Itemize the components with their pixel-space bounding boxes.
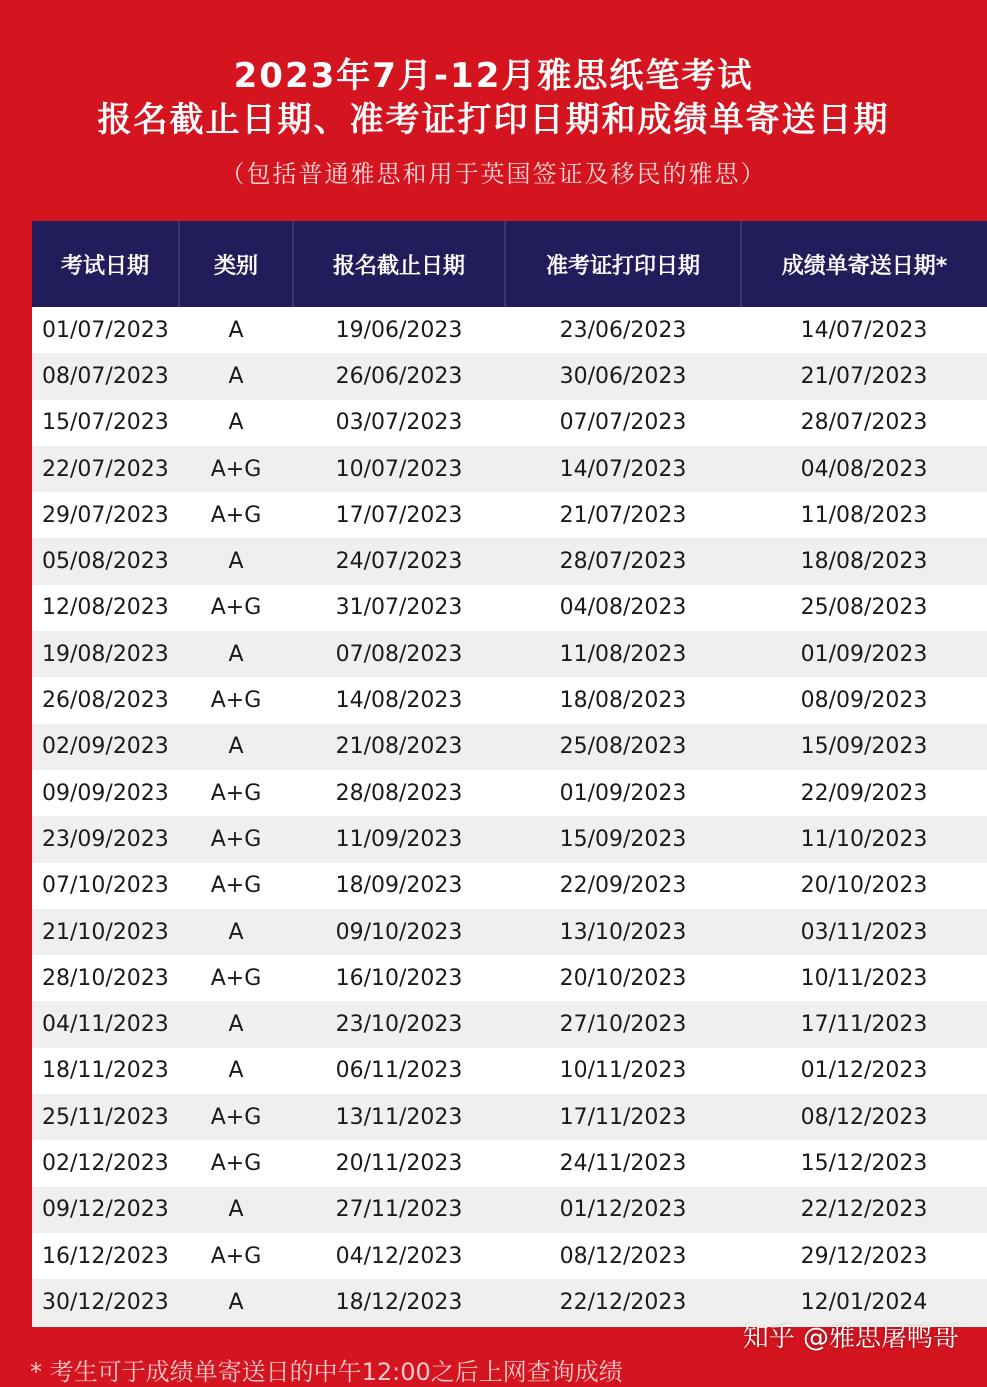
cell-category: A xyxy=(179,1048,293,1094)
schedule-table-container xyxy=(32,221,987,1327)
cell-category: A xyxy=(179,538,293,584)
cell-admission-print-date: 22/12/2023 xyxy=(505,1279,741,1325)
cell-category: A+G xyxy=(179,816,293,862)
cell-report-send-date: 22/09/2023 xyxy=(741,770,987,816)
cell-test-date: 15/07/2023 xyxy=(32,400,179,446)
cell-test-date: 02/12/2023 xyxy=(32,1140,179,1186)
table-row xyxy=(32,492,987,538)
watermark: 知乎 @雅思屠鸭哥 xyxy=(742,1323,959,1353)
cell-category: A xyxy=(179,307,293,353)
table-body xyxy=(32,307,987,1326)
cell-test-date: 09/09/2023 xyxy=(32,770,179,816)
cell-category: A+G xyxy=(179,770,293,816)
cell-report-send-date: 15/12/2023 xyxy=(741,1140,987,1186)
cell-report-send-date: 10/11/2023 xyxy=(741,955,987,1001)
cell-category: A xyxy=(179,353,293,399)
cell-report-send-date: 28/07/2023 xyxy=(741,400,987,446)
cell-category: A+G xyxy=(179,585,293,631)
table-row xyxy=(32,1233,987,1279)
cell-test-date: 07/10/2023 xyxy=(32,863,179,909)
cell-report-send-date: 20/10/2023 xyxy=(741,863,987,909)
cell-registration-deadline: 14/08/2023 xyxy=(293,677,505,723)
cell-registration-deadline: 07/08/2023 xyxy=(293,631,505,677)
cell-registration-deadline: 06/11/2023 xyxy=(293,1048,505,1094)
cell-registration-deadline: 17/07/2023 xyxy=(293,492,505,538)
table-row xyxy=(32,770,987,816)
cell-test-date: 01/07/2023 xyxy=(32,307,179,353)
cell-registration-deadline: 26/06/2023 xyxy=(293,353,505,399)
cell-report-send-date: 15/09/2023 xyxy=(741,724,987,770)
cell-registration-deadline: 03/07/2023 xyxy=(293,400,505,446)
table-row xyxy=(32,400,987,446)
cell-admission-print-date: 20/10/2023 xyxy=(505,955,741,1001)
cell-admission-print-date: 27/10/2023 xyxy=(505,1001,741,1047)
header-category: 类别 xyxy=(179,221,293,307)
cell-registration-deadline: 18/09/2023 xyxy=(293,863,505,909)
cell-admission-print-date: 10/11/2023 xyxy=(505,1048,741,1094)
cell-test-date: 25/11/2023 xyxy=(32,1094,179,1140)
cell-test-date: 26/08/2023 xyxy=(32,677,179,723)
cell-test-date: 16/12/2023 xyxy=(32,1233,179,1279)
cell-test-date: 23/09/2023 xyxy=(32,816,179,862)
cell-admission-print-date: 01/09/2023 xyxy=(505,770,741,816)
table-row xyxy=(32,955,987,1001)
cell-category: A+G xyxy=(179,492,293,538)
table-row xyxy=(32,1140,987,1186)
cell-admission-print-date: 24/11/2023 xyxy=(505,1140,741,1186)
table-row xyxy=(32,816,987,862)
cell-admission-print-date: 23/06/2023 xyxy=(505,307,741,353)
table-row xyxy=(32,307,987,353)
table-row xyxy=(32,677,987,723)
cell-category: A xyxy=(179,1187,293,1233)
table-row xyxy=(32,1094,987,1140)
header-report-send-date: 成绩单寄送日期* xyxy=(741,221,987,307)
cell-report-send-date: 01/12/2023 xyxy=(741,1048,987,1094)
cell-test-date: 28/10/2023 xyxy=(32,955,179,1001)
cell-category: A xyxy=(179,909,293,955)
cell-report-send-date: 22/12/2023 xyxy=(741,1187,987,1233)
page-title-line2: 报名截止日期、准考证打印日期和成绩单寄送日期 xyxy=(97,100,890,140)
cell-registration-deadline: 13/11/2023 xyxy=(293,1094,505,1140)
cell-report-send-date: 03/11/2023 xyxy=(741,909,987,955)
cell-registration-deadline: 24/07/2023 xyxy=(293,538,505,584)
cell-admission-print-date: 01/12/2023 xyxy=(505,1187,741,1233)
cell-admission-print-date: 17/11/2023 xyxy=(505,1094,741,1140)
table-row xyxy=(32,1187,987,1233)
cell-report-send-date: 12/01/2024 xyxy=(741,1279,987,1325)
cell-admission-print-date: 11/08/2023 xyxy=(505,631,741,677)
cell-test-date: 21/10/2023 xyxy=(32,909,179,955)
cell-registration-deadline: 11/09/2023 xyxy=(293,816,505,862)
cell-test-date: 12/08/2023 xyxy=(32,585,179,631)
schedule-table xyxy=(32,221,987,1326)
cell-report-send-date: 08/09/2023 xyxy=(741,677,987,723)
page-subtitle: （包括普通雅思和用于英国签证及移民的雅思） xyxy=(220,160,767,188)
table-row xyxy=(32,909,987,955)
cell-registration-deadline: 20/11/2023 xyxy=(293,1140,505,1186)
header-registration-deadline: 报名截止日期 xyxy=(293,221,505,307)
cell-registration-deadline: 09/10/2023 xyxy=(293,909,505,955)
table-row xyxy=(32,863,987,909)
cell-report-send-date: 01/09/2023 xyxy=(741,631,987,677)
cell-admission-print-date: 13/10/2023 xyxy=(505,909,741,955)
cell-test-date: 22/07/2023 xyxy=(32,446,179,492)
cell-admission-print-date: 07/07/2023 xyxy=(505,400,741,446)
cell-registration-deadline: 16/10/2023 xyxy=(293,955,505,1001)
table-row xyxy=(32,1001,987,1047)
cell-test-date: 08/07/2023 xyxy=(32,353,179,399)
cell-category: A xyxy=(179,1001,293,1047)
cell-test-date: 29/07/2023 xyxy=(32,492,179,538)
cell-registration-deadline: 23/10/2023 xyxy=(293,1001,505,1047)
table-row xyxy=(32,631,987,677)
page-title: 2023年7月-12月雅思纸笔考试 xyxy=(233,56,754,96)
cell-registration-deadline: 10/07/2023 xyxy=(293,446,505,492)
cell-report-send-date: 04/08/2023 xyxy=(741,446,987,492)
cell-category: A+G xyxy=(179,1140,293,1186)
cell-test-date: 04/11/2023 xyxy=(32,1001,179,1047)
cell-report-send-date: 25/08/2023 xyxy=(741,585,987,631)
cell-admission-print-date: 30/06/2023 xyxy=(505,353,741,399)
cell-category: A+G xyxy=(179,1094,293,1140)
cell-test-date: 05/08/2023 xyxy=(32,538,179,584)
table-row xyxy=(32,724,987,770)
cell-report-send-date: 11/10/2023 xyxy=(741,816,987,862)
cell-registration-deadline: 04/12/2023 xyxy=(293,1233,505,1279)
cell-admission-print-date: 08/12/2023 xyxy=(505,1233,741,1279)
cell-report-send-date: 18/08/2023 xyxy=(741,538,987,584)
cell-test-date: 30/12/2023 xyxy=(32,1279,179,1325)
cell-report-send-date: 29/12/2023 xyxy=(741,1233,987,1279)
cell-registration-deadline: 19/06/2023 xyxy=(293,307,505,353)
cell-report-send-date: 21/07/2023 xyxy=(741,353,987,399)
table-header-row xyxy=(32,221,987,307)
cell-report-send-date: 17/11/2023 xyxy=(741,1001,987,1047)
cell-category: A xyxy=(179,724,293,770)
cell-category: A xyxy=(179,1279,293,1325)
footnote: * 考生可于成绩单寄送日的中午12:00之后上网查询成绩 xyxy=(30,1358,623,1386)
header-admission-print-date: 准考证打印日期 xyxy=(505,221,741,307)
cell-test-date: 02/09/2023 xyxy=(32,724,179,770)
cell-registration-deadline: 21/08/2023 xyxy=(293,724,505,770)
cell-admission-print-date: 14/07/2023 xyxy=(505,446,741,492)
cell-admission-print-date: 21/07/2023 xyxy=(505,492,741,538)
cell-admission-print-date: 18/08/2023 xyxy=(505,677,741,723)
cell-test-date: 18/11/2023 xyxy=(32,1048,179,1094)
cell-registration-deadline: 18/12/2023 xyxy=(293,1279,505,1325)
table-row xyxy=(32,538,987,584)
cell-report-send-date: 08/12/2023 xyxy=(741,1094,987,1140)
cell-report-send-date: 14/07/2023 xyxy=(741,307,987,353)
cell-category: A xyxy=(179,631,293,677)
table-row xyxy=(32,1048,987,1094)
cell-admission-print-date: 25/08/2023 xyxy=(505,724,741,770)
cell-category: A xyxy=(179,400,293,446)
cell-category: A+G xyxy=(179,677,293,723)
cell-admission-print-date: 04/08/2023 xyxy=(505,585,741,631)
cell-registration-deadline: 28/08/2023 xyxy=(293,770,505,816)
cell-admission-print-date: 28/07/2023 xyxy=(505,538,741,584)
cell-category: A+G xyxy=(179,863,293,909)
cell-registration-deadline: 31/07/2023 xyxy=(293,585,505,631)
cell-category: A+G xyxy=(179,1233,293,1279)
header-test-date: 考试日期 xyxy=(32,221,179,307)
table-row xyxy=(32,446,987,492)
cell-test-date: 19/08/2023 xyxy=(32,631,179,677)
table-row xyxy=(32,585,987,631)
cell-test-date: 09/12/2023 xyxy=(32,1187,179,1233)
cell-registration-deadline: 27/11/2023 xyxy=(293,1187,505,1233)
table-row xyxy=(32,353,987,399)
cell-report-send-date: 11/08/2023 xyxy=(741,492,987,538)
cell-category: A+G xyxy=(179,955,293,1001)
cell-category: A+G xyxy=(179,446,293,492)
cell-admission-print-date: 22/09/2023 xyxy=(505,863,741,909)
cell-admission-print-date: 15/09/2023 xyxy=(505,816,741,862)
